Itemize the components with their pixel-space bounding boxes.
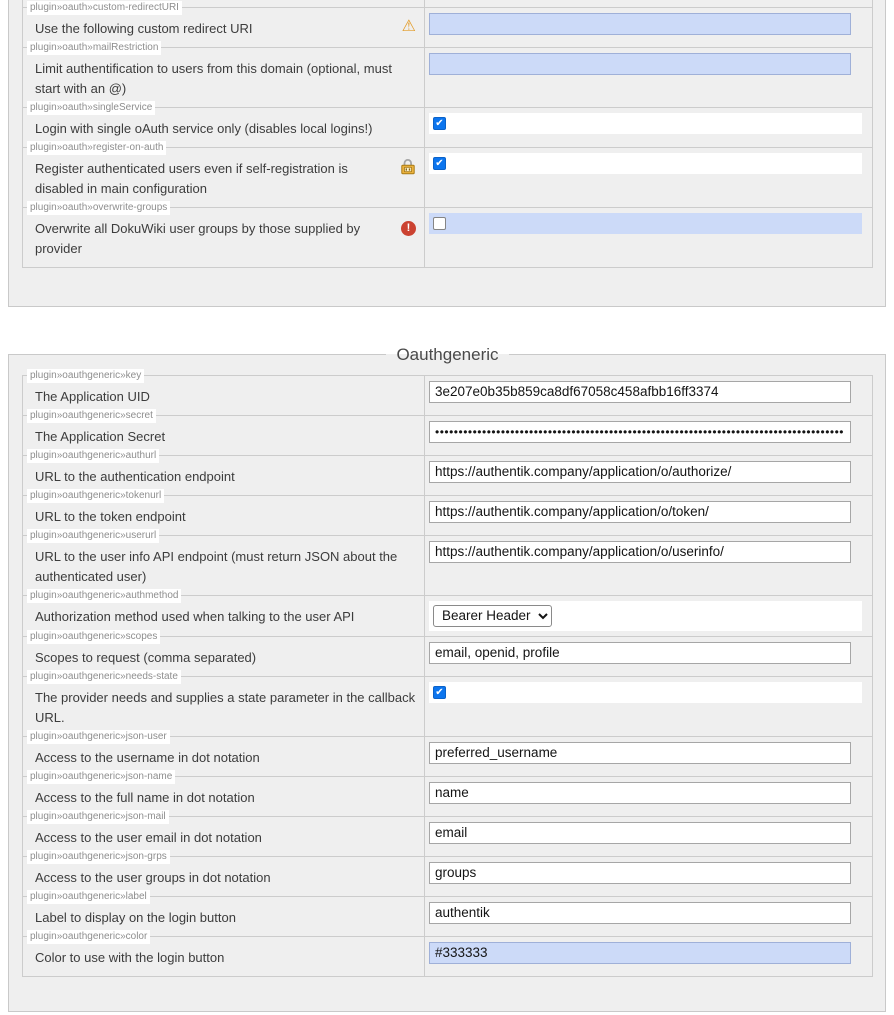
config-row <box>23 47 873 107</box>
setting-key-chip: plugin»oauthgeneric»json-name <box>27 770 175 784</box>
setting-key-chip: plugin»oauthgeneric»secret <box>27 409 156 423</box>
json-mail-input[interactable] <box>429 822 851 844</box>
setting-key-chip: plugin»oauthgeneric»json-grps <box>27 850 170 864</box>
setting-value-cell <box>425 415 873 455</box>
setting-value-cell <box>425 147 873 207</box>
setting-label: Login with single oAuth service only (disables local logins!) <box>35 120 373 136</box>
setting-label: Use the following custom redirect URI <box>35 20 253 36</box>
setting-value-cell <box>425 495 873 535</box>
auth-method-select[interactable] <box>433 605 552 627</box>
setting-label-cell <box>23 930 425 976</box>
register-on-auth-checkbox[interactable] <box>433 157 446 170</box>
setting-key-chip: plugin»oauthgeneric»authmethod <box>27 589 181 603</box>
setting-key-chip: plugin»oauthgeneric»tokenurl <box>27 489 164 503</box>
lock-icon <box>400 158 416 175</box>
setting-label: Register authenticated users even if self-registration is disabled in main configuration <box>35 160 348 196</box>
checkbox-field <box>429 153 862 174</box>
checkbox-field <box>429 213 862 234</box>
application-uid-input[interactable] <box>429 381 851 403</box>
error-icon: ! <box>401 221 416 236</box>
setting-value-cell <box>425 856 873 896</box>
setting-value-cell <box>425 107 873 147</box>
setting-label: Label to display on the login button <box>35 909 236 925</box>
setting-label: The provider needs and supplies a state parameter in the callback URL. <box>35 689 416 725</box>
setting-key-chip: plugin»oauthgeneric»needs-state <box>27 670 181 684</box>
json-name-input[interactable] <box>429 782 851 804</box>
setting-key-chip: plugin»oauth»custom-redirectURI <box>27 1 182 15</box>
setting-label: URL to the token endpoint <box>35 508 186 524</box>
setting-key-chip: plugin»oauth»singleService <box>27 101 155 115</box>
setting-value-cell <box>425 7 873 47</box>
setting-label: Overwrite all DokuWiki user groups by those supplied by provider <box>35 220 361 256</box>
setting-label-cell <box>23 529 425 595</box>
scopes-input[interactable] <box>429 642 851 664</box>
user-url-input[interactable] <box>429 541 851 563</box>
setting-key-chip: plugin»oauthgeneric»label <box>27 890 150 904</box>
json-user-input[interactable] <box>429 742 851 764</box>
setting-key-chip: plugin»oauthgeneric»json-user <box>27 730 170 744</box>
setting-key-chip: plugin»oauthgeneric»scopes <box>27 630 160 644</box>
setting-value-cell <box>425 936 873 976</box>
setting-value-cell <box>425 816 873 856</box>
checkbox-field <box>429 682 862 703</box>
setting-label: Access to the full name in dot notation <box>35 789 255 805</box>
config-row <box>23 856 873 896</box>
setting-value-cell <box>425 736 873 776</box>
setting-key-chip: plugin»oauthgeneric»authurl <box>27 449 159 463</box>
config-section-oauth <box>8 0 886 307</box>
setting-label-cell <box>23 670 425 736</box>
login-button-color-input[interactable] <box>429 942 851 964</box>
needs-state-checkbox[interactable] <box>433 686 446 699</box>
setting-label: Access to the user email in dot notation <box>35 829 262 845</box>
setting-value-cell <box>425 896 873 936</box>
setting-key-chip: plugin»oauth»register-on-auth <box>27 141 166 155</box>
setting-label: Scopes to request (comma separated) <box>35 649 257 665</box>
setting-label-cell <box>23 141 425 207</box>
setting-key-chip: plugin»oauthgeneric»json-mail <box>27 810 169 824</box>
token-url-input[interactable] <box>429 501 851 523</box>
setting-value-cell <box>425 776 873 816</box>
setting-value-cell <box>425 47 873 107</box>
application-secret-input[interactable] <box>429 421 851 443</box>
clipped-value-cell <box>425 0 873 7</box>
setting-label: Color to use with the login button <box>35 949 225 965</box>
setting-value-cell <box>425 207 873 267</box>
setting-label: Access to the user groups in dot notation <box>35 869 271 885</box>
config-row <box>23 207 873 267</box>
config-row <box>23 676 873 736</box>
setting-key-chip: plugin»oauth»mailRestriction <box>27 41 161 55</box>
config-table-oauth <box>22 0 873 268</box>
select-field <box>429 601 862 631</box>
single-service-checkbox[interactable] <box>433 117 446 130</box>
section-legend: Oauthgeneric <box>396 344 499 364</box>
config-row <box>23 147 873 207</box>
setting-key-chip: plugin»oauthgeneric»key <box>27 369 144 383</box>
login-button-label-input[interactable] <box>429 902 851 924</box>
setting-label: URL to the user info API endpoint (must return JSON about the authenticated user) <box>35 548 398 584</box>
json-grps-input[interactable] <box>429 862 851 884</box>
setting-value-cell <box>425 636 873 676</box>
config-section-oauthgeneric <box>8 345 886 1012</box>
setting-value-cell <box>425 455 873 495</box>
setting-label-cell <box>23 201 425 267</box>
setting-label: Authorization method used when talking to the user API <box>35 608 355 624</box>
setting-key-chip: plugin»oauthgeneric»userurl <box>27 529 159 543</box>
config-row <box>23 936 873 976</box>
setting-key-chip: plugin»oauthgeneric»color <box>27 930 150 944</box>
setting-label: The Application Secret <box>35 428 166 444</box>
setting-key-chip: plugin»oauth»overwrite-groups <box>27 201 170 215</box>
setting-label: URL to the authentication endpoint <box>35 468 235 484</box>
setting-value-cell <box>425 676 873 736</box>
warning-icon: ⚠ <box>401 17 416 35</box>
setting-label: Limit authentification to users from this domain (optional, must start with an @) <box>35 60 392 96</box>
setting-label-cell <box>23 41 425 107</box>
mail-restriction-input[interactable] <box>429 53 851 75</box>
custom-redirect-uri-input[interactable] <box>429 13 851 35</box>
setting-value-cell <box>425 535 873 595</box>
config-row <box>23 535 873 595</box>
overwrite-groups-checkbox[interactable] <box>433 217 446 230</box>
setting-label: Access to the username in dot notation <box>35 749 260 765</box>
auth-url-input[interactable] <box>429 461 851 483</box>
setting-label: The Application UID <box>35 388 150 404</box>
checkbox-field <box>429 113 862 134</box>
setting-value-cell <box>425 595 873 636</box>
setting-value-cell <box>425 375 873 415</box>
config-table-oauthgeneric <box>22 369 873 977</box>
